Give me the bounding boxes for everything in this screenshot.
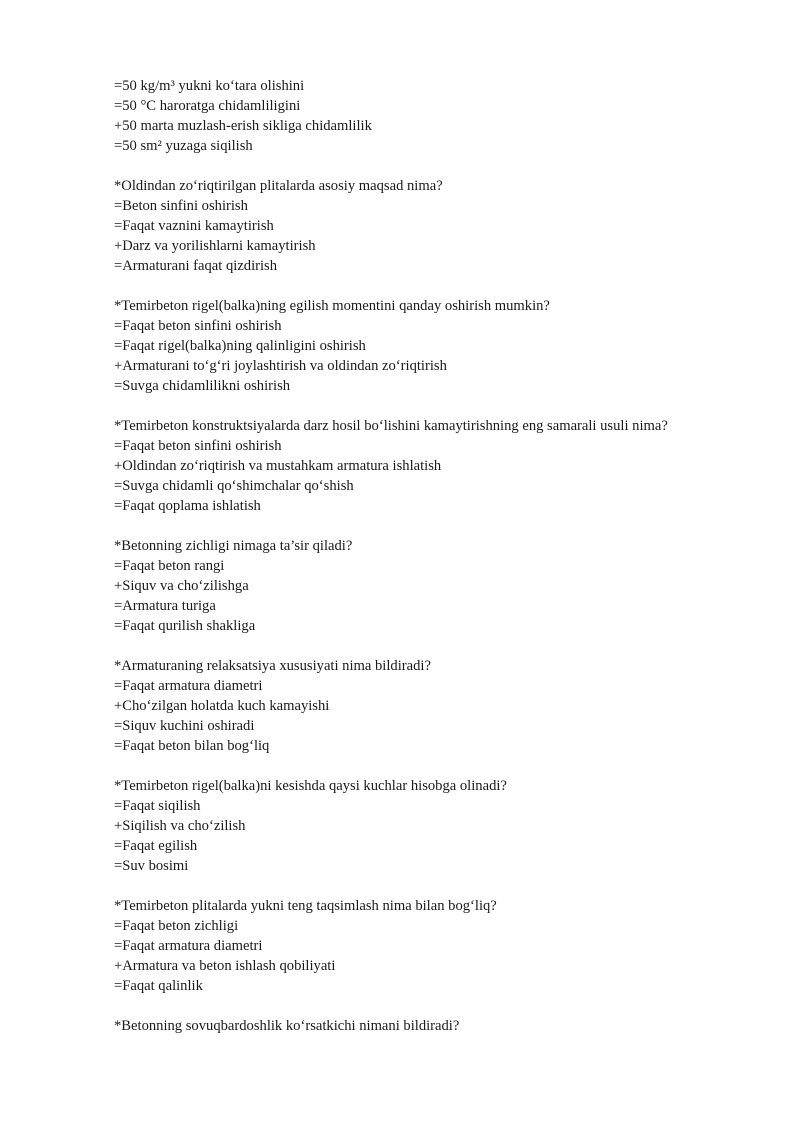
question-text: *Temirbeton rigel(balka)ni kesishda qaysi kuchlar hisobga olinadi? (114, 778, 507, 794)
answer-option-correct: +Armatura va beton ishlash qobiliyati (114, 958, 336, 974)
question-block (114, 656, 774, 756)
answer-option: =Faqat qalinlik (114, 978, 203, 994)
answer-option: =Faqat beton rangi (114, 558, 225, 574)
answer-option: =Faqat beton sinfini oshirish (114, 438, 282, 454)
question-block (114, 536, 774, 636)
question-text: *Temirbeton konstruktsiyalarda darz hosil bo‘lishini kamaytirishning eng samarali usuli nima? (114, 418, 668, 434)
question-block (114, 776, 774, 876)
answer-option: =Armaturani faqat qizdirish (114, 258, 278, 274)
answer-option: =Faqat siqilish (114, 798, 201, 814)
question-block (114, 896, 774, 996)
answer-option: =Siquv kuchini oshiradi (114, 718, 255, 734)
answer-option: =Faqat qoplama ishlatish (114, 498, 261, 514)
answer-option: =Faqat beton zichligi (114, 918, 239, 934)
question-text: *Armaturaning relaksatsiya xususiyati nima bildiradi? (114, 658, 431, 674)
answer-option: =Faqat armatura diametri (114, 938, 263, 954)
answer-option: =Faqat vaznini kamaytirish (114, 218, 274, 234)
answer-option: =Suv bosimi (114, 858, 189, 874)
question-text: *Betonning zichligi nimaga ta’sir qiladi? (114, 538, 353, 554)
answer-option-correct: +50 marta muzlash-erish sikliga chidamlilik (114, 118, 372, 134)
answer-option-correct: +Oldindan zo‘riqtirish va mustahkam armatura ishlatish (114, 458, 442, 474)
question-block (114, 76, 774, 156)
answer-option: =Armatura turiga (114, 598, 216, 614)
answer-option: =Faqat egilish (114, 838, 198, 854)
question-block (114, 176, 774, 276)
answer-option-correct: +Cho‘zilgan holatda kuch kamayishi (114, 698, 330, 714)
question-text: *Temirbeton rigel(balka)ning egilish momentini qanday oshirish mumkin? (114, 298, 550, 314)
answer-option: =50 kg/m³ yukni ko‘tara olishini (114, 78, 305, 94)
question-block (114, 1016, 774, 1036)
answer-option: =Faqat beton sinfini oshirish (114, 318, 282, 334)
question-text: *Oldindan zo‘riqtirilgan plitalarda asosiy maqsad nima? (114, 178, 443, 194)
answer-option: =Beton sinfini oshirish (114, 198, 248, 214)
answer-option-correct: +Siqilish va cho‘zilish (114, 818, 246, 834)
answer-option-correct: +Siquv va cho‘zilishga (114, 578, 249, 594)
answer-option: =Suvga chidamli qo‘shimchalar qo‘shish (114, 478, 354, 494)
answer-option: =Faqat rigel(balka)ning qalinligini oshirish (114, 338, 366, 354)
answer-option: =Faqat armatura diametri (114, 678, 263, 694)
answer-option-correct: +Armaturani to‘g‘ri joylashtirish va oldindan zo‘riqtirish (114, 358, 447, 374)
question-text: *Temirbeton plitalarda yukni teng taqsimlash nima bilan bog‘liq? (114, 898, 497, 914)
question-block (114, 416, 774, 516)
question-block (114, 296, 774, 396)
answer-option: =50 °C haroratga chidamliligini (114, 98, 301, 114)
question-list (114, 76, 774, 1036)
question-text: *Betonning sovuqbardoshlik ko‘rsatkichi nimani bildiradi? (114, 1018, 460, 1034)
answer-option: =Faqat beton bilan bog‘liq (114, 738, 270, 754)
answer-option: =Suvga chidamlilikni oshirish (114, 378, 291, 394)
answer-option: =50 sm² yuzaga siqilish (114, 138, 253, 154)
answer-option-correct: +Darz va yorilishlarni kamaytirish (114, 238, 316, 254)
answer-option: =Faqat qurilish shakliga (114, 618, 256, 634)
